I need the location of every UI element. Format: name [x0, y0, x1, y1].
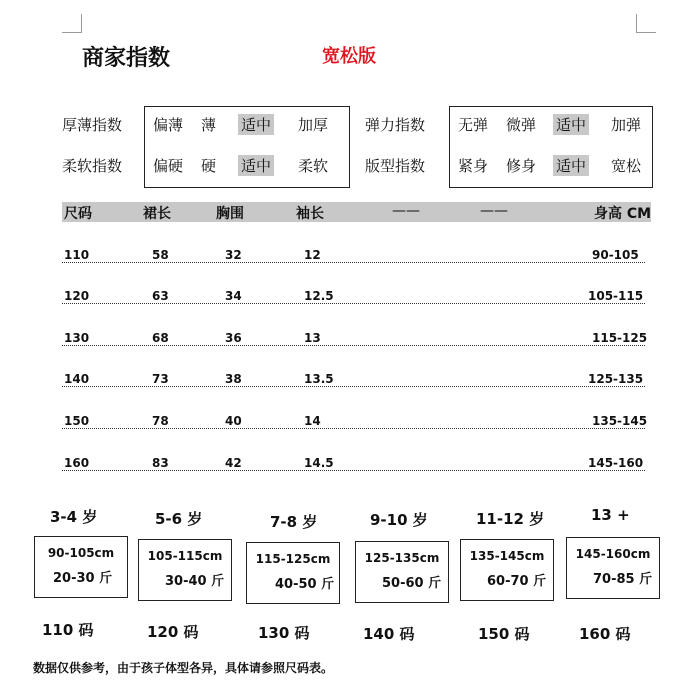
size-guide-age: 13 + — [591, 506, 630, 524]
size-guide-card — [138, 539, 232, 601]
table-header-size: 尺码 — [64, 206, 92, 222]
table-header-sleeve: 袖长 — [296, 206, 324, 222]
thickness-index-label: 厚薄指数 — [62, 116, 123, 134]
table-cell-height: 115-125 — [592, 331, 648, 345]
size-guide-weight: 30-40 斤 — [165, 574, 225, 589]
table-row-divider — [62, 345, 645, 346]
crop-mark-top-left-v — [81, 14, 82, 32]
table-cell-size: 160 — [64, 456, 90, 470]
fit-option: 修身 — [506, 157, 537, 175]
table-header-skirt-length: 裙长 — [143, 206, 171, 222]
table-header-chest: 胸围 — [216, 206, 244, 222]
thickness-option-selected: 适中 — [238, 114, 274, 135]
table-cell-sleeve: 13 — [304, 331, 321, 345]
table-cell-chest: 42 — [225, 456, 242, 470]
size-guide-height: 125-135cm — [364, 551, 440, 565]
size-guide-code: 120 码 — [147, 623, 199, 641]
size-guide-height: 115-125cm — [255, 552, 331, 566]
size-guide-age: 9-10 岁 — [370, 511, 428, 529]
disclaimer-note: 数据仅供参考，由于孩子体型各异，具体请参照尺码表。 — [33, 661, 334, 675]
size-guide-card — [460, 539, 554, 601]
thickness-option: 加厚 — [298, 116, 329, 134]
crop-mark-top-right-h — [636, 32, 656, 33]
table-cell-height: 125-135 — [588, 372, 644, 386]
table-cell-skirt-length: 73 — [152, 372, 169, 386]
size-guide-age: 3-4 岁 — [50, 508, 98, 526]
table-cell-skirt-length: 83 — [152, 456, 169, 470]
table-cell-skirt-length: 68 — [152, 331, 169, 345]
size-guide-code: 160 码 — [579, 625, 631, 643]
elasticity-option: 加弹 — [611, 116, 642, 134]
thickness-option: 偏薄 — [153, 116, 184, 134]
table-cell-size: 130 — [64, 331, 90, 345]
table-header-height: 身高 CM — [594, 206, 652, 222]
table-cell-skirt-length: 58 — [152, 248, 169, 262]
softness-option: 硬 — [201, 157, 217, 175]
size-guide-code: 150 码 — [478, 625, 530, 643]
table-cell-chest: 36 — [225, 331, 242, 345]
size-guide-weight: 50-60 斤 — [382, 576, 442, 591]
table-header-blank: —— — [480, 203, 508, 219]
table-row-divider — [62, 470, 645, 471]
crop-mark-top-left-h — [62, 32, 82, 33]
size-guide-age: 5-6 岁 — [155, 510, 203, 528]
softness-index-label: 柔软指数 — [62, 157, 123, 175]
table-cell-sleeve: 12.5 — [304, 289, 334, 303]
table-cell-sleeve: 14.5 — [304, 456, 334, 470]
fit-option-selected: 适中 — [553, 155, 589, 176]
table-cell-chest: 38 — [225, 372, 242, 386]
table-row-divider — [62, 428, 645, 429]
table-cell-height: 105-115 — [588, 289, 644, 303]
table-cell-size: 140 — [64, 372, 90, 386]
table-cell-sleeve: 14 — [304, 414, 321, 428]
size-guide-code: 110 码 — [42, 621, 94, 639]
table-header-blank: —— — [392, 203, 420, 219]
elasticity-option-selected: 适中 — [553, 114, 589, 135]
fit-index-label: 版型指数 — [365, 157, 426, 175]
table-cell-chest: 40 — [225, 414, 242, 428]
table-cell-skirt-length: 63 — [152, 289, 169, 303]
elasticity-option: 无弹 — [458, 116, 489, 134]
size-guide-code: 130 码 — [258, 624, 310, 642]
table-cell-height: 90-105 — [592, 248, 639, 262]
table-cell-sleeve: 13.5 — [304, 372, 334, 386]
size-guide-height: 90-105cm — [47, 546, 115, 560]
style-tag: 宽松版 — [322, 46, 376, 67]
table-cell-size: 110 — [64, 248, 90, 262]
elasticity-index-label: 弹力指数 — [365, 116, 426, 134]
thickness-option: 薄 — [201, 116, 217, 134]
table-cell-chest: 32 — [225, 248, 242, 262]
table-row-divider — [62, 262, 645, 263]
softness-option: 柔软 — [298, 157, 329, 175]
table-cell-sleeve: 12 — [304, 248, 321, 262]
fit-option: 紧身 — [458, 157, 489, 175]
table-cell-height: 135-145 — [592, 414, 648, 428]
softness-option: 偏硬 — [153, 157, 184, 175]
size-guide-weight: 40-50 斤 — [275, 577, 335, 592]
table-cell-size: 150 — [64, 414, 90, 428]
size-guide-code: 140 码 — [363, 625, 415, 643]
size-guide-age: 11-12 岁 — [476, 510, 545, 528]
size-guide-weight: 70-85 斤 — [593, 572, 653, 587]
size-guide-height: 135-145cm — [469, 549, 545, 563]
size-guide-height: 105-115cm — [147, 549, 223, 563]
elasticity-option: 微弹 — [506, 116, 537, 134]
table-cell-height: 145-160 — [588, 456, 644, 470]
size-guide-height: 145-160cm — [575, 547, 651, 561]
page-title: 商家指数 — [82, 45, 171, 71]
size-guide-weight: 60-70 斤 — [487, 574, 547, 589]
size-guide-card — [34, 536, 128, 598]
table-row-divider — [62, 303, 645, 304]
table-row-divider — [62, 386, 645, 387]
table-cell-chest: 34 — [225, 289, 242, 303]
size-guide-card — [566, 537, 660, 599]
fit-option: 宽松 — [611, 157, 642, 175]
size-guide-weight: 20-30 斤 — [53, 571, 113, 586]
crop-mark-top-right-v — [636, 14, 637, 32]
size-guide-card — [355, 541, 449, 603]
table-cell-skirt-length: 78 — [152, 414, 169, 428]
table-cell-size: 120 — [64, 289, 90, 303]
size-guide-age: 7-8 岁 — [270, 513, 318, 531]
size-guide-card — [246, 542, 340, 604]
softness-option-selected: 适中 — [238, 155, 274, 176]
